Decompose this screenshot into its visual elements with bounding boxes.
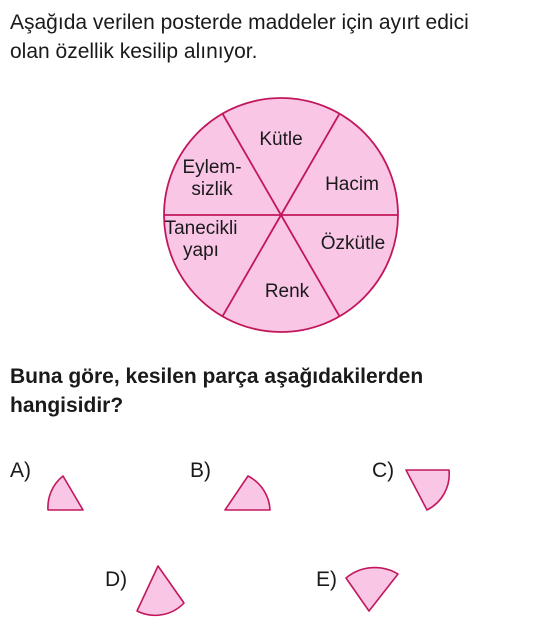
option-e-sector-shape[interactable] [344, 564, 402, 614]
question-line-2: olan özellik kesilip alınıyor. [10, 40, 258, 63]
option-d-sector-shape[interactable] [134, 563, 190, 615]
question-text [10, 8, 545, 66]
poster-sector-label: Eylem-sizlik [182, 157, 242, 200]
option-c-label[interactable]: C) [372, 459, 395, 482]
option-a-sector-shape[interactable] [40, 466, 90, 512]
option-c-sector-shape[interactable] [404, 468, 454, 514]
poster-sector-label: Renk [264, 281, 310, 302]
option-b-sector-shape[interactable] [222, 466, 274, 512]
option-e-label[interactable]: E) [316, 568, 337, 591]
option-a-label[interactable]: A) [10, 459, 31, 482]
poster-sector-label: Tanecikli yapı [164, 218, 238, 261]
option-b-label[interactable]: B) [190, 459, 211, 482]
question-line-1: Aşağıda verilen posterde maddeler için ayırt edici [10, 11, 469, 34]
question-prompt [10, 362, 545, 420]
property-poster-circle [160, 96, 402, 338]
prompt-line-2: hangisidir? [10, 394, 124, 417]
option-d-label[interactable]: D) [105, 568, 128, 591]
poster-sector-label: Özkütle [320, 233, 386, 254]
poster-sector-label: Kütle [259, 129, 303, 150]
poster-sector-label: Hacim [325, 174, 379, 195]
prompt-line-1: Buna göre, kesilen parça aşağıdakilerden [10, 365, 424, 388]
